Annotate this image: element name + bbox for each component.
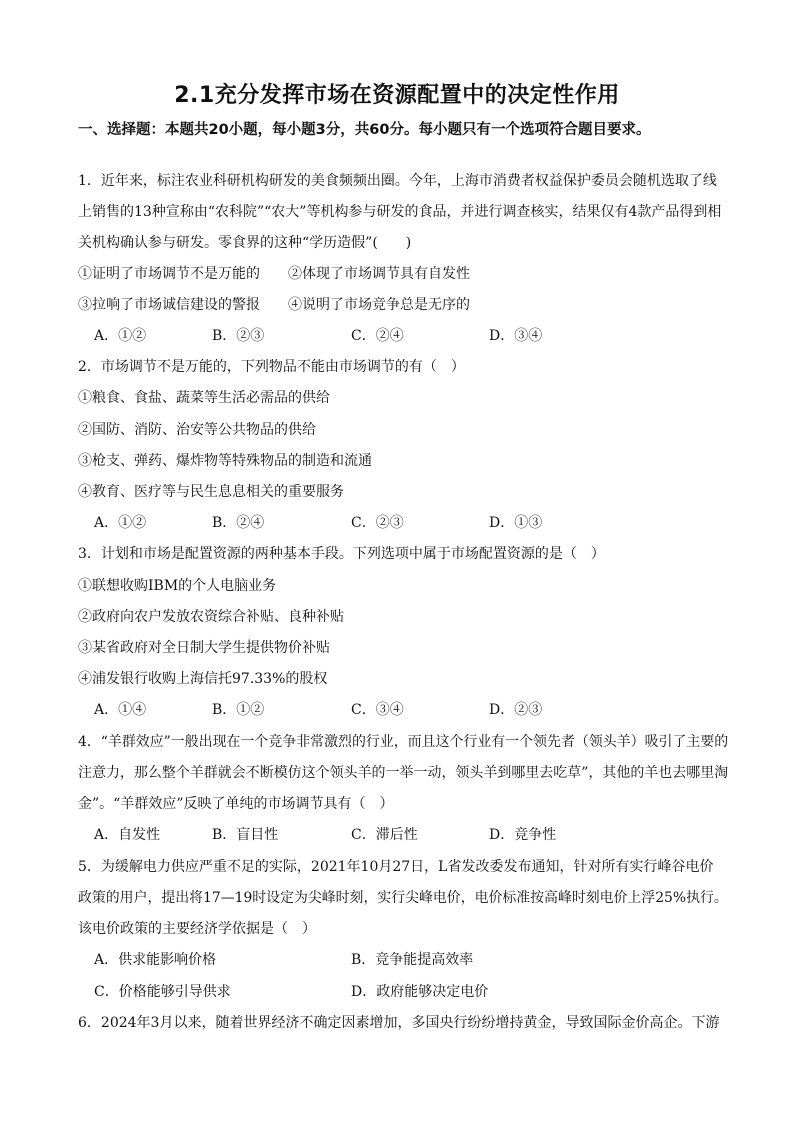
statement-line: ①粮食、食盐、蔬菜等生活必需品的供给 [78,390,330,406]
statement-line: ②国防、消防、治安等公共物品的供给 [78,422,316,438]
statement-line: ④教育、医疗等与民生息息相关的重要服务 [78,484,344,500]
statement-line: ②政府向农户发放农资综合补贴、良种补贴 [78,609,344,625]
option-c: C．③④ [351,702,404,718]
option-c: C．滞后性 [351,827,418,843]
option-c: C．价格能够引导供求 [94,984,231,1000]
option-c: C．②③ [351,515,404,531]
page-title: 2.1充分发挥市场在资源配置中的决定性作用 [174,83,620,108]
option-b: B．①② [212,702,265,718]
statement-line: ③某省政府对全日制大学生提供物价补贴 [78,640,330,656]
question-stem-line: 该电价政策的主要经济学依据是（ ） [78,921,316,937]
statement-line: ④浦发银行收购上海信托97.33%的股权 [78,671,328,687]
question-stem-line: 金”。“羊群效应”反映了单纯的市场调节具有（ ） [78,796,394,812]
option-a: A．①④ [94,702,147,718]
option-a: A．自发性 [94,827,161,843]
statement-line: ③枪支、弹药、爆炸物等特殊物品的制造和流通 [78,453,372,469]
statement-line: ③拉响了市场诚信建设的警报 ④说明了市场竞争总是无序的 [78,297,470,313]
option-b: B．②③ [212,328,265,344]
question-stem-line: 3．计划和市场是配置资源的两种基本手段。下列选项中属于市场配置资源的是（ ） [78,546,605,562]
question-stem-line: 4．“羊群效应”一般出现在一个竞争非常激烈的行业，而且这个行业有一个领先者（领头羊）吸引了主要的 [78,734,729,750]
option-b: B．竞争能提高效率 [351,952,474,968]
option-b: B．盲目性 [212,827,279,843]
option-a: A．①② [94,515,147,531]
option-d: D．①③ [489,515,543,531]
question-stem-line: 1．近年来，标注农业科研机构研发的美食频频出圈。今年，上海市消费者权益保护委员会随机选取了线 [78,173,717,189]
question-stem-line: 注意力，那么整个羊群就会不断模仿这个领头羊的一举一动，领头羊到哪里去吃草”，其他的羊也去哪里淘 [78,765,729,781]
option-a: A．供求能影响价格 [94,952,217,968]
question-stem-line: 关机构确认参与研发。零食界的这种“学历造假”( ) [78,235,412,251]
question-stem-line: 2．市场调节不是万能的，下列物品不能由市场调节的有（ ） [78,359,465,375]
question-stem-line: 政策的用户，提出将17—19时设定为尖峰时刻，实行尖峰电价，电价标准按高峰时刻电价上浮25%执行。 [78,890,728,906]
option-d: D．③④ [489,328,543,344]
option-d: D．政府能够决定电价 [351,984,489,1000]
question-stem-line: 上销售的13种宣称由“农科院”“农大”等机构参与研发的食品，并进行调查核实，结果仅有4款产品得到相 [78,204,722,220]
statement-line: ①证明了市场调节不是万能的 ②体现了市场调节具有自发性 [78,266,470,282]
option-b: B．②④ [212,515,265,531]
question-stem-line: 6．2024年3月以来，随着世界经济不确定因素增加，多国央行纷纷增持黄金，导致国际金价高企。下游 [78,1015,720,1031]
section-heading: 一、选择题：本题共20小题，每小题3分，共60分。每小题只有一个选项符合题目要求。 [78,122,651,138]
question-stem-line: 5．为缓解电力供应严重不足的实际，2021年10月27日，L省发改委发布通知，针对所有实行峰谷电价 [78,859,714,875]
option-c: C．②④ [351,328,404,344]
statement-line: ①联想收购IBM的个人电脑业务 [78,578,277,594]
option-d: D．竞争性 [489,827,557,843]
option-a: A．①② [94,328,147,344]
option-d: D．②③ [489,702,543,718]
